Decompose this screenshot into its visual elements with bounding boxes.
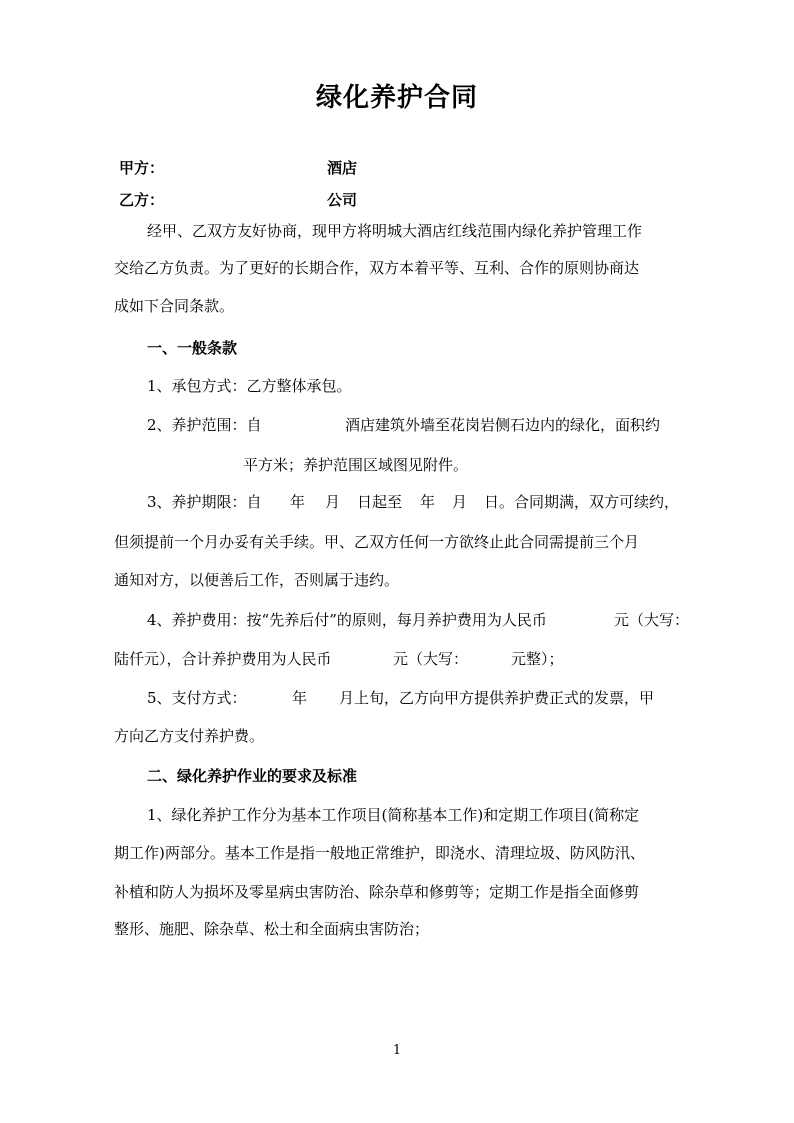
party-a-value: 酒店: [327, 159, 358, 177]
clause-term-part: 日。合同期满，双方可续约，: [484, 493, 680, 511]
intro-line: 交给乙方负责。为了更好的长期合作，双方本着平等、互利、合作的原则协商达: [114, 259, 640, 277]
clause-term-part: 年: [290, 493, 306, 511]
clause-term-part: 月: [325, 493, 341, 511]
intro-line: 成如下合同条款。: [114, 297, 235, 315]
clause-fee-part: 元整）；: [511, 650, 564, 668]
party-b-label: 乙方：: [119, 191, 165, 209]
clause-fee-part: 元（大写：: [614, 611, 690, 629]
clause-payment-part: 方向乙方支付养护费。: [114, 727, 265, 745]
standards-line: 期工作)两部分。基本工作是指一般地正常维护，即浇水、清理垃圾、防风防汛、: [114, 844, 645, 862]
standards-line: 整形、施肥、除杂草、松土和全面病虫害防治；: [114, 920, 430, 938]
clause-term-line: 通知对方，以便善后工作，否则属于违约。: [114, 571, 400, 589]
section-heading-general: 一、一般条款: [147, 339, 238, 357]
clause-payment-part: 年: [292, 689, 308, 707]
clause-payment-part: 5、支付方式：: [147, 689, 247, 707]
standards-line: 补植和防人为损坏及零星病虫害防治、除杂草和修剪等；定期工作是指全面修剪: [114, 883, 640, 901]
clause-term-part: 年: [420, 493, 436, 511]
clause-fee-part: 元（大写：: [393, 650, 469, 668]
document-title: 绿化养护合同: [315, 83, 478, 113]
section-heading-standards: 二、绿化养护作业的要求及标准: [147, 767, 358, 785]
party-b-value: 公司: [327, 191, 358, 209]
clause-scope-part: 平方米；养护范围区域图见附件。: [243, 456, 469, 474]
clause-scope-part: 酒店建筑外墙至花岗岩侧石边内的绿化，面积约: [345, 416, 661, 434]
clause-term-line: 但须提前一个月办妥有关手续。甲、乙双方任何一方欲终止此合同需提前三个月: [114, 533, 640, 551]
standards-line: 1、绿化养护工作分为基本工作项目(简称基本工作)和定期工作项目(简称定: [147, 806, 640, 824]
clause-fee-part: 4、养护费用：按“先养后付”的原则，每月养护费用为人民币: [147, 611, 547, 629]
party-a-label: 甲方：: [119, 159, 165, 177]
page-number: 1: [392, 1043, 402, 1058]
clause-contract-mode: 1、承包方式：乙方整体承包。: [147, 377, 352, 395]
clause-term-part: 3、养护期限：自: [147, 493, 262, 511]
clause-term-part: 月: [452, 493, 468, 511]
intro-line: 经甲、乙双方友好协商，现甲方将明城大酒店红线范围内绿化养护管理工作: [147, 222, 643, 240]
clause-scope-part: 2、养护范围：自: [147, 416, 262, 434]
clause-term-part: 日起至: [357, 493, 403, 511]
clause-fee-part: 陆仟元），合计养护费用为人民币: [114, 650, 332, 668]
clause-payment-part: 月上旬，乙方向甲方提供养护费正式的发票，甲: [339, 689, 655, 707]
